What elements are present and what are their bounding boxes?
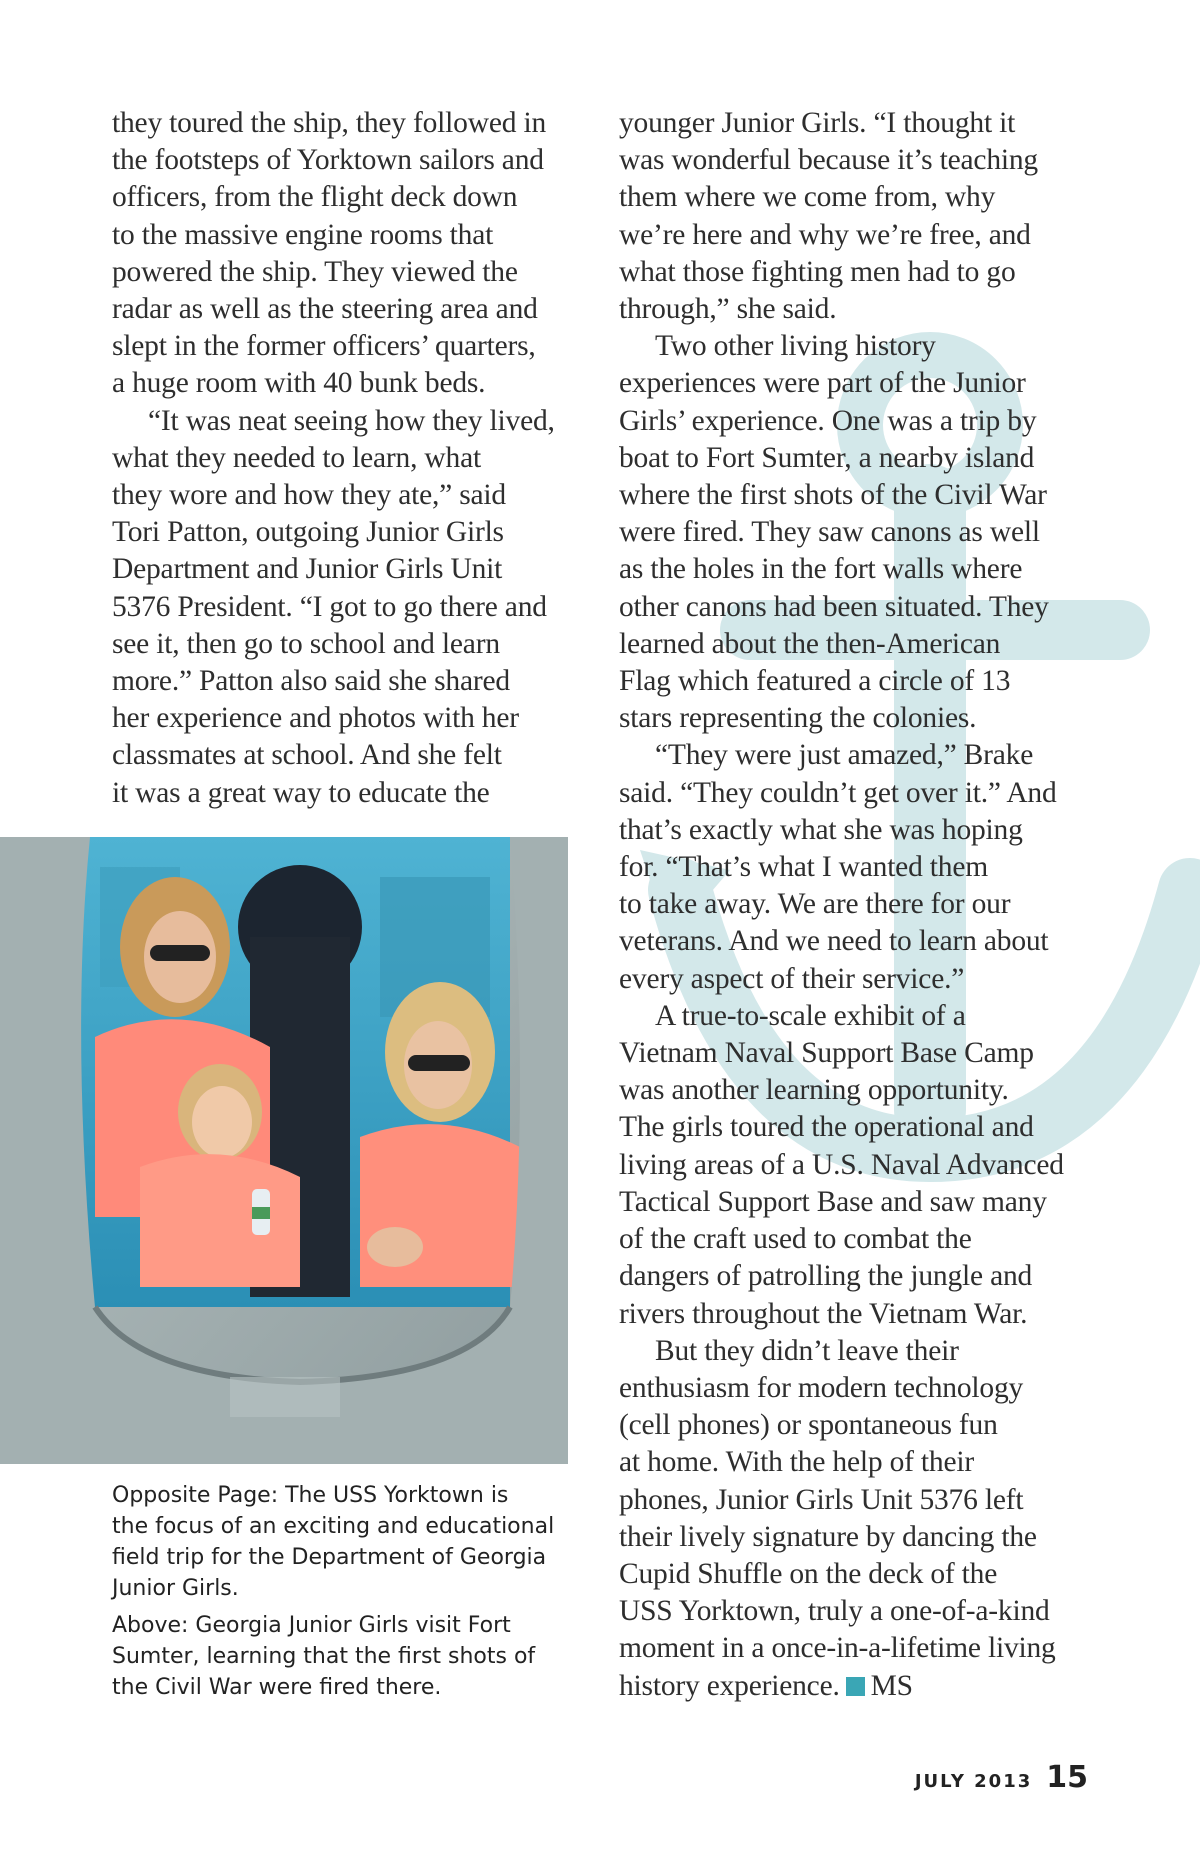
article-right-column xyxy=(619,105,1099,1705)
text-line: Cupid Shuffle on the deck of the xyxy=(619,1557,998,1590)
caption-line: the focus of an exciting and educational xyxy=(112,1514,555,1539)
caption-line: field trip for the Department of Georgia xyxy=(112,1545,547,1570)
article-left-column xyxy=(112,105,592,812)
text-line: them where we come from, why xyxy=(619,181,996,214)
text-line: for. “That’s what I wanted them xyxy=(619,851,988,884)
text-line: see it, then go to school and learn xyxy=(112,627,500,660)
text-line: living areas of a U.S. Naval Advanced xyxy=(619,1148,1064,1181)
caption-opposite-page xyxy=(112,1480,572,1604)
text-line: The girls toured the operational and xyxy=(619,1111,1034,1144)
text-line: her experience and photos with her xyxy=(112,702,519,735)
text-line: at home. With the help of their xyxy=(619,1446,974,1479)
text-line: classmates at school. And she felt xyxy=(112,739,502,772)
text-line: every aspect of their service.” xyxy=(619,962,965,995)
text-line: dangers of patrolling the jungle and xyxy=(619,1260,1033,1293)
text-line: veterans. And we need to learn about xyxy=(619,925,1049,958)
text-line: radar as well as the steering area and xyxy=(112,293,538,326)
caption-line: Above: Georgia Junior Girls visit Fort xyxy=(112,1613,511,1638)
caption-line: Opposite Page: The USS Yorktown is xyxy=(112,1483,509,1508)
text-line: they toured the ship, they followed in xyxy=(112,107,546,139)
page-folio xyxy=(915,1760,1088,1795)
caption-above xyxy=(112,1610,572,1703)
text-line: (cell phones) or spontaneous fun xyxy=(619,1409,998,1442)
issue-date: JULY 2013 xyxy=(914,1771,1033,1792)
text-line: Tori Patton, outgoing Junior Girls xyxy=(112,516,504,549)
text-line: as the holes in the fort walls where xyxy=(619,553,1023,586)
caption-line: the Civil War were fired there. xyxy=(112,1675,442,1700)
text-line: said. “They couldn’t get over it.” And xyxy=(619,776,1057,809)
text-line: were fired. They saw canons as well xyxy=(619,516,1040,549)
end-mark-square-icon xyxy=(846,1677,865,1696)
text-line: Two other living history xyxy=(655,330,936,363)
text-line: Vietnam Naval Support Base Camp xyxy=(619,1037,1034,1070)
text-line: where the first shots of the Civil War xyxy=(619,479,1047,512)
text-line: it was a great way to educate the xyxy=(112,776,490,809)
text-line: younger Junior Girls. “I thought it xyxy=(619,107,1016,139)
text-line: that’s exactly what she was hoping xyxy=(619,813,1023,846)
photo-illustration xyxy=(0,837,568,1464)
text-line: But they didn’t leave their xyxy=(655,1334,959,1367)
text-line: Girls’ experience. One was a trip by xyxy=(619,404,1037,437)
text-line: Tactical Support Base and saw many xyxy=(619,1185,1047,1218)
photo-caption xyxy=(112,1480,572,1709)
text-line: the footsteps of Yorktown sailors and xyxy=(112,144,544,177)
text-line: “They were just amazed,” Brake xyxy=(655,739,1034,772)
text-line: what they needed to learn, what xyxy=(112,441,481,474)
final-line-text: history experience. xyxy=(619,1669,840,1702)
text-line: was another learning opportunity. xyxy=(619,1074,1009,1107)
text-line: moment in a once-in-a-lifetime living xyxy=(619,1632,1056,1665)
text-line: USS Yorktown, truly a one-of-a-kind xyxy=(619,1595,1050,1628)
text-line: officers, from the flight deck down xyxy=(112,181,518,214)
text-line: phones, Junior Girls Unit 5376 left xyxy=(619,1483,1024,1516)
text-line: a huge room with 40 bunk beds. xyxy=(112,367,486,400)
text-line: to the massive engine rooms that xyxy=(112,218,494,251)
text-line: powered the ship. They viewed the xyxy=(112,255,518,288)
text-line: Department and Junior Girls Unit xyxy=(112,553,503,586)
text-line: learned about the then-American xyxy=(619,627,1001,660)
caption-line: Junior Girls. xyxy=(112,1576,239,1601)
signoff: MS xyxy=(870,1669,913,1702)
text-line: “It was neat seeing how they lived, xyxy=(148,404,555,437)
text-line: through,” she said. xyxy=(619,293,837,326)
text-line: of the craft used to combat the xyxy=(619,1223,972,1256)
page-number: 15 xyxy=(1046,1760,1088,1795)
text-line: we’re here and why we’re free, and xyxy=(619,218,1031,251)
caption-line: Sumter, learning that the first shots of xyxy=(112,1644,536,1669)
text-line: more.” Patton also said she shared xyxy=(112,665,510,698)
text-line: what those fighting men had to go xyxy=(619,255,1016,288)
text-line: to take away. We are there for our xyxy=(619,888,1011,921)
text-line: they wore and how they ate,” said xyxy=(112,479,506,512)
text-line: boat to Fort Sumter, a nearby island xyxy=(619,441,1035,474)
text-line: their lively signature by dancing the xyxy=(619,1520,1037,1553)
text-line: 5376 President. “I got to go there and xyxy=(112,590,547,623)
fort-sumter-photo xyxy=(0,837,568,1464)
text-line: experiences were part of the Junior xyxy=(619,367,1026,400)
text-line: other canons had been situated. They xyxy=(619,590,1049,623)
text-line: was wonderful because it’s teaching xyxy=(619,144,1038,177)
text-line: Flag which featured a circle of 13 xyxy=(619,665,1011,698)
text-line: rivers throughout the Vietnam War. xyxy=(619,1297,1028,1330)
text-line: A true-to-scale exhibit of a xyxy=(655,999,966,1032)
text-line: enthusiasm for modern technology xyxy=(619,1371,1024,1404)
text-line: stars representing the colonies. xyxy=(619,702,977,735)
article-final-line xyxy=(619,1668,1099,1705)
text-line: slept in the former officers’ quarters, xyxy=(112,330,536,363)
